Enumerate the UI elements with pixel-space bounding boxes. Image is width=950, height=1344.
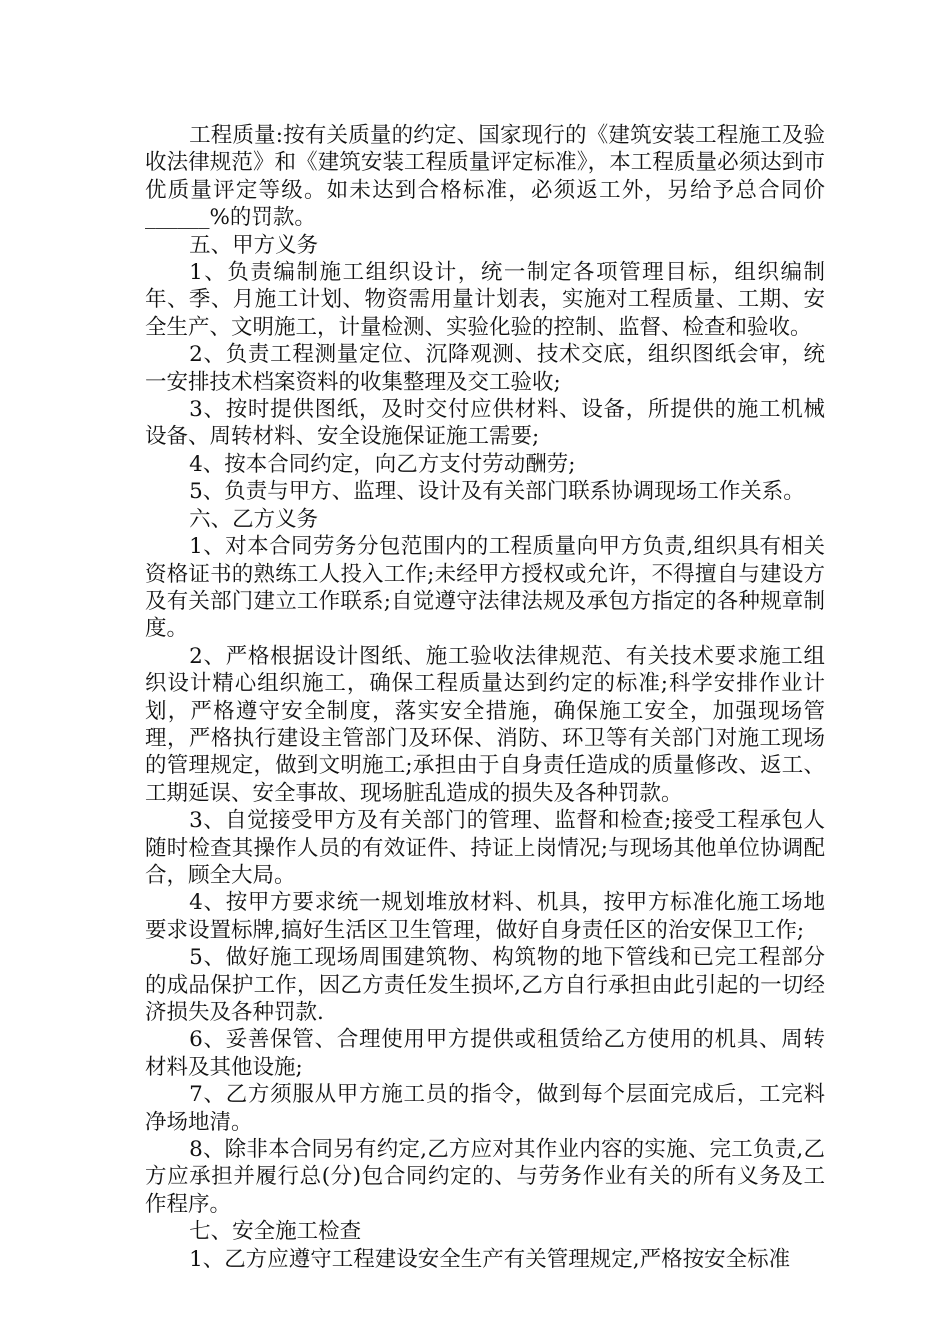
heading-party-a-obligations: 五、甲方义务 [189,232,319,258]
paragraph-b-1: 1、对本合同劳务分包范围内的工程质量向甲方负责,组织具有相关资格证书的熟练工人投入工作;未经甲方授权或允许，不得擅自与建设方及有关部门建立工作联系;自觉遵守法律法规及承包方指定的各种规章制度。 [145,534,825,642]
paragraph-a-3: 3、按时提供图纸，及时交付应供材料、设备，所提供的施工机械设备、周转材料、安全设施保证施工需要; [145,397,825,450]
heading-party-b-obligations: 六、乙方义务 [189,506,319,532]
paragraph-b-8: 8、除非本合同另有约定,乙方应对其作业内容的实施、完工负责,乙方应承担并履行总(分)包合同约定的、与劳务作业有关的所有义务及工作程序。 [145,1137,825,1217]
paragraph-b-2: 2、严格根据设计图纸、施工验收法律规范、有关技术要求施工组织设计精心组织施工，确保工程质量达到约定的标准;科学安排作业计划，严格遵守安全制度，落实安全措施，确保施工安全，加强现场管理，严格执行建设主管部门及环保、消防、环卫等有关部门对施工现场的管理规定，做到文明施工;承担由于自身责任造成的质量修改、返工、工期延误、安全事故、现场脏乱造成的损失及各种罚款。 [145,643,825,806]
document-body [145,122,825,1273]
paragraph-b-6: 6、妥善保管、合理使用甲方提供或租赁给乙方使用的机具、周转材料及其他设施; [145,1027,825,1080]
paragraph-a-5: 5、负责与甲方、监理、设计及有关部门联系协调现场工作关系。 [189,479,805,505]
paragraph-b-7: 7、乙方须服从甲方施工员的指令，做到每个层面完成后，工完料净场地清。 [145,1082,825,1135]
paragraph-a-4: 4、按本合同约定，向乙方支付劳动酬劳; [189,451,576,477]
heading-safety-inspection: 七、安全施工检查 [189,1219,362,1245]
paragraph-quality: 工程质量:按有关质量的约定、国家现行的《建筑安装工程施工及验收法律规范》和《建筑安装工程质量评定标准》，本工程质量必须达到市优质量评定等级。如未达到合格标准，必须返工外，另给予总合同价______%的罚款。 [145,123,825,231]
paragraph-b-4: 4、按甲方要求统一规划堆放材料、机具，按甲方标准化施工场地要求设置标牌,搞好生活区卫生管理，做好自身责任区的治安保卫工作; [145,890,825,943]
paragraph-safety-1: 1、乙方应遵守工程建设安全生产有关管理规定,严格按安全标准 [189,1246,791,1272]
paragraph-a-1: 1、负责编制施工组织设计，统一制定各项管理目标，组织编制年、季、月施工计划、物资需用量计划表，实施对工程质量、工期、安全生产、文明施工，计量检测、实验化验的控制、监督、检查和验收。 [145,260,825,340]
paragraph-b-3: 3、自觉接受甲方及有关部门的管理、监督和检查;接受工程承包人随时检查其操作人员的有效证件、持证上岗情况;与现场其他单位协调配合，顾全大局。 [145,808,825,888]
paragraph-b-5: 5、做好施工现场周围建筑物、构筑物的地下管线和已完工程部分的成品保护工作，因乙方责任发生损坏,乙方自行承担由此引起的一切经济损失及各种罚款. [145,945,825,1025]
paragraph-a-2: 2、负责工程测量定位、沉降观测、技术交底，组织图纸会审，统一安排技术档案资料的收集整理及交工验收; [145,342,825,395]
